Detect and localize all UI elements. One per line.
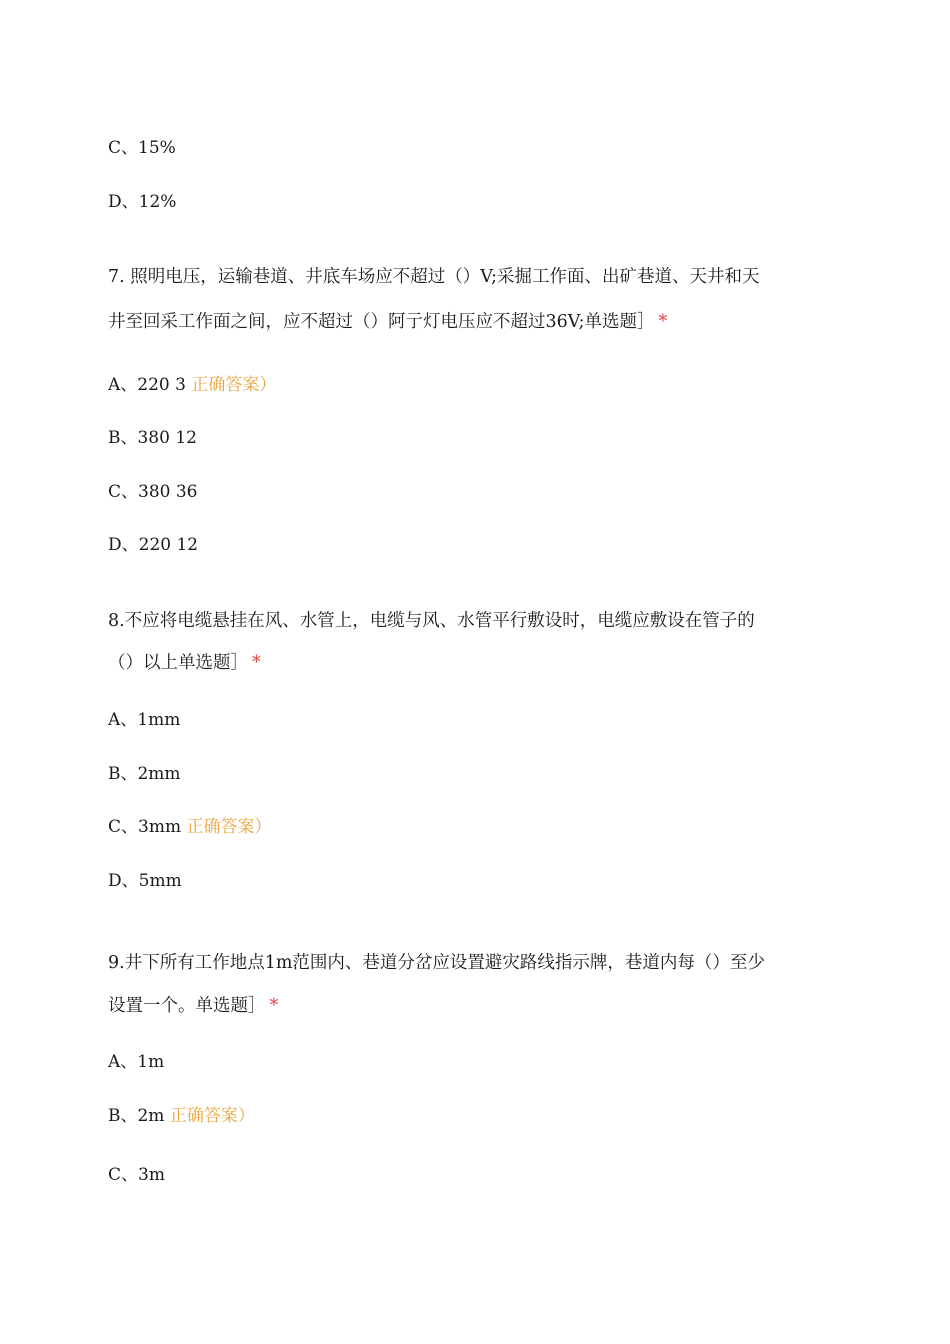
question-7-text-line-2 <box>108 311 667 333</box>
option-text: C、3mm <box>108 817 182 837</box>
option-text: C、3m <box>108 1165 165 1185</box>
q8-option-b <box>108 763 181 785</box>
q7-option-d <box>108 534 198 556</box>
question-text: 8.不应将电缆悬挂在风、水管上，电缆与风、水管平行敷设时，电缆应敷设在管子的 <box>108 611 755 631</box>
option-text: A、1mm <box>108 710 181 730</box>
q8-option-a <box>108 709 180 731</box>
q9-option-a <box>108 1051 164 1073</box>
required-star: * <box>269 996 279 1016</box>
required-star: * <box>252 653 261 673</box>
question-text: 井至回采工作面之间，应不超过（）阿亍灯电压应不超过36V;单选题］ <box>108 312 655 332</box>
option-text: C、380 36 <box>108 482 198 502</box>
q7-option-a <box>108 374 276 396</box>
question-text: 9.井下所有工作地点1m范围内、巷道分岔应设置避灾路线指示牌，巷道内每（）至少 <box>108 953 765 973</box>
correct-answer-tag: 正确答案） <box>191 375 277 395</box>
option-text: D、220 12 <box>108 535 199 555</box>
correct-answer-tag: 正确答案） <box>186 817 272 837</box>
question-8-text-line-1 <box>108 610 755 632</box>
question-8-text-line-2 <box>108 652 261 674</box>
question-9-text-line-2 <box>108 995 278 1017</box>
option-text: D、12% <box>108 192 177 212</box>
option-text: A、220 3 <box>108 375 186 395</box>
required-star: * <box>658 312 668 332</box>
q7-option-b <box>108 427 197 449</box>
question-text: 设置一个。单选题］ <box>108 996 266 1016</box>
option-text: D、5mm <box>108 871 182 891</box>
correct-answer-tag: 正确答案） <box>169 1106 255 1126</box>
option-d <box>108 191 176 213</box>
option-text: B、2m <box>108 1106 165 1126</box>
q8-option-c <box>108 816 271 838</box>
option-text: B、2mm <box>108 764 181 784</box>
option-text: B、380 12 <box>108 428 197 448</box>
q9-option-b <box>108 1105 255 1127</box>
question-9-text-line-1 <box>108 952 765 974</box>
q7-option-c <box>108 481 198 503</box>
q8-option-d <box>108 870 182 892</box>
option-text: A、1m <box>108 1052 165 1072</box>
question-7-text-line-1 <box>108 266 760 288</box>
option-text: C、15% <box>108 138 176 158</box>
q9-option-c <box>108 1164 165 1186</box>
question-text: （）以上单选题］ <box>108 653 248 673</box>
option-c <box>108 137 176 159</box>
question-text: 7. 照明电压，运输巷道、井底车场应不超过（）V;采掘工作面、出矿巷道、天井和天 <box>108 267 760 287</box>
